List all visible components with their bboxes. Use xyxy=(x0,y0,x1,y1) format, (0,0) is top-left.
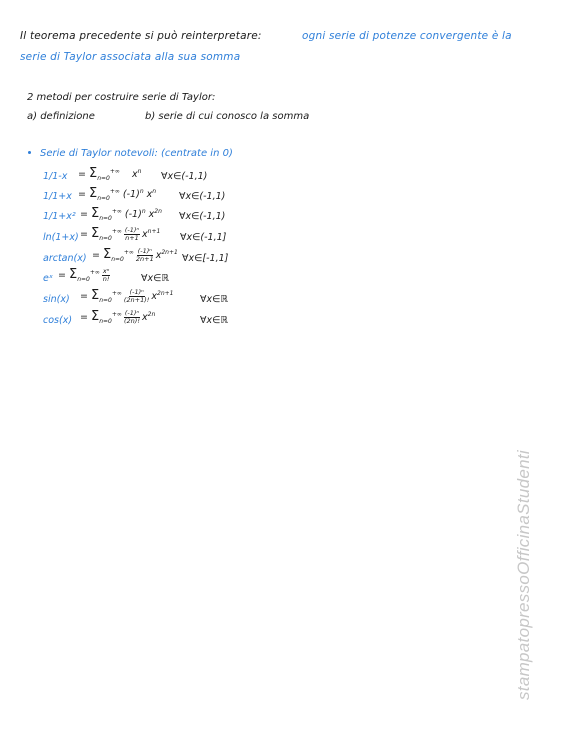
methods-heading: 2 metodi per costruire serie di Taylor: xyxy=(27,92,216,103)
formula-coef: (-1) xyxy=(124,209,142,220)
formula-power: n xyxy=(152,187,157,195)
formula-num: (-1)ⁿ xyxy=(129,288,144,296)
formula-num: (-1)ⁿ xyxy=(124,309,140,317)
formula-domain: ∀x∈ℝ xyxy=(200,315,228,326)
method-b: b) serie di cui conosco la somma xyxy=(145,111,310,122)
intro-text-black: Il teorema precedente si può reinterpretare: xyxy=(20,30,262,42)
formula-den: (2n)! xyxy=(124,317,140,325)
formula-domain: ∀x∈(-1,1) xyxy=(161,171,208,182)
formula-rhs: = $\Sigma_{n=0}^{+\infty}$ $\frac{\text{(-1)ⁿ}}{2n+1}$ $x^{2n+1}$ xyxy=(92,247,178,263)
formula-rhs: = $\Sigma_{n=0}^{+\infty}$ $(-1)^n$ $x^n$ xyxy=(78,186,157,202)
formula-domain: ∀x∈ℝ xyxy=(200,294,228,305)
formula-den: n+1 xyxy=(125,234,139,242)
formula-rhs: = $\Sigma_{n=0}^{+\infty}$ $\frac{\text{xⁿ}}{n!}$ xyxy=(58,267,110,283)
formula-power: 2n xyxy=(147,310,156,318)
formula-rhs: = $\Sigma_{n=0}^{+\infty}$ $(-1)^n$ $x^{2n}$ xyxy=(80,206,162,222)
formula-lhs: 1/1+x xyxy=(43,191,72,202)
notable-heading: Serie di Taylor notevoli: (centrate in 0) xyxy=(40,148,233,159)
method-a: a) definizione xyxy=(27,111,95,122)
formula-coef: (-1) xyxy=(122,189,140,200)
formula-rhs: = $\Sigma_{n=0}^{+\infty}$ $x^n$ xyxy=(78,166,142,182)
formula-lhs: 1/1+x² xyxy=(43,211,76,222)
intro-text-blue-line2: serie di Taylor associata alla sua somma xyxy=(20,51,241,63)
formula-den: (2n+1)! xyxy=(123,296,150,304)
formula-power: n+1 xyxy=(147,227,161,235)
formula-power: 2n+1 xyxy=(157,289,174,297)
intro-text-blue: ogni serie di potenze convergente è la xyxy=(302,30,512,42)
formula-domain: ∀x∈(-1,1] xyxy=(180,232,227,243)
formula-lhs: 1/1-x xyxy=(43,171,68,182)
formula-domain: ∀x∈ℝ xyxy=(141,273,169,284)
formula-rhs: = $\Sigma_{n=0}^{+\infty}$ $\frac{\text{(-1)ⁿ}}{(2n)!}$ $x^{2n}$ xyxy=(80,309,156,325)
formula-lhs: sin(x) xyxy=(43,294,70,305)
formula-num: xⁿ xyxy=(102,267,110,275)
formula-rhs: = $\Sigma_{n=0}^{+\infty}$ $\frac{\text{(-1)ⁿ}}{(2n+1)!}$ $x^{2n+1}$ xyxy=(80,288,174,304)
formula-domain: ∀x∈(-1,1) xyxy=(179,191,226,202)
formula-den: n! xyxy=(102,275,110,283)
formula-lhs: arctan(x) xyxy=(43,253,87,264)
formula-power: 2n+1 xyxy=(161,248,178,256)
formula-power: n xyxy=(137,167,142,175)
watermark-text: stampatopressoOfficinaStudenti xyxy=(514,450,533,700)
formula-lhs: cos(x) xyxy=(43,315,73,326)
bullet-point xyxy=(28,151,31,154)
formula-lhs: eˣ xyxy=(43,273,54,284)
formula-lhs: ln(1+x) xyxy=(43,232,79,243)
formula-domain: ∀x∈(-1,1) xyxy=(179,211,226,222)
formula-domain: ∀x∈[-1,1] xyxy=(182,253,229,264)
formula-num: (-1)ⁿ xyxy=(137,247,152,255)
formula-power: 2n xyxy=(154,207,162,215)
formula-den: 2n+1 xyxy=(135,255,154,263)
formula-rhs: = $\Sigma_{n=0}^{+\infty}$ $\frac{\text{(-1)ⁿ}}{n+1}$ $x^{n+1}$ xyxy=(80,226,161,242)
formula-num: (-1)ⁿ xyxy=(124,226,140,234)
